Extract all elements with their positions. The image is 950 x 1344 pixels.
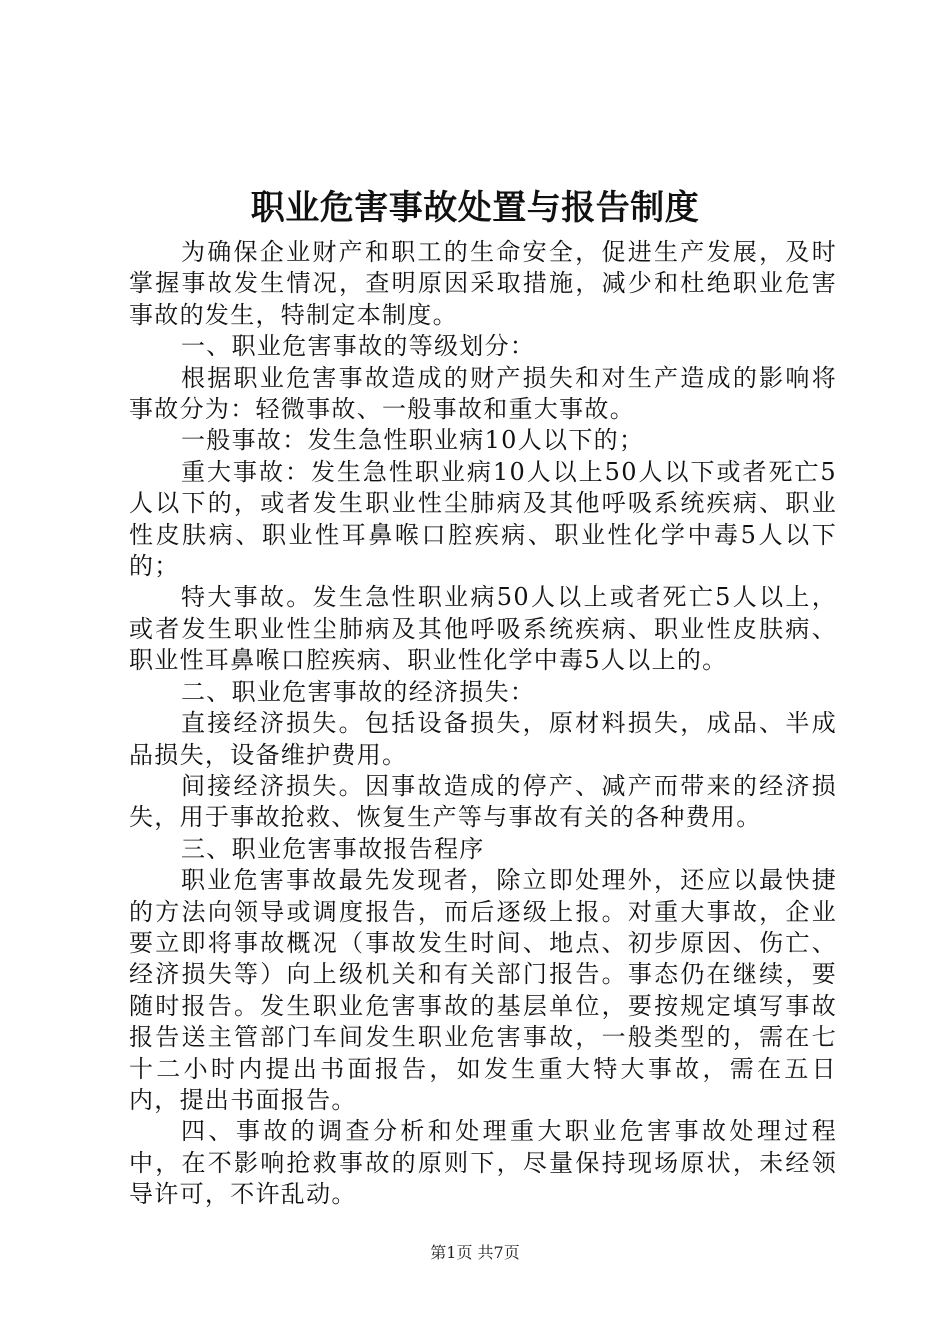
page-number-footer: 第1页 共7页 (430, 1243, 520, 1262)
paragraph: 一般事故：发生急性职业病10人以下的； (181, 426, 645, 455)
paragraph: 特大事故。发生急性职业病50人以上或者死亡5人以上，或者发生职业性尘肺病及其他呼吸系统疾病、职业性皮肤病、职业性耳鼻喉口腔疾病、职业性化学中毒5人以上的。 (129, 583, 837, 675)
paragraph-intro: 为确保企业财产和职工的生命安全，促进生产发展，及时掌握事故发生情况，查明原因采取措施，减少和杜绝职业危害事故的发生，特制定本制度。 (129, 238, 837, 329)
document-title: 职业危害事故处置与报告制度 (250, 188, 700, 228)
paragraph: 间接经济损失。因事故造成的停产、减产而带来的经济损失，用于事故抢救、恢复生产等与事故有关的各种费用。 (129, 771, 837, 832)
section-heading-3: 三、职业危害事故报告程序 (181, 834, 485, 863)
paragraph: 直接经济损失。包括设备损失，原材料损失，成品、半成品损失，设备维护费用。 (129, 709, 837, 769)
section-heading-4: 四、事故的调查分析和处理重大职业危害事故处理过程中，在不影响抢救事故的原则下，尽量保持现场原状，未经领导许可，不许乱动。 (129, 1117, 837, 1209)
paragraph: 职业危害事故最先发现者，除立即处理外，还应以最快捷的方法向领导或调度报告，而后逐级上报。对重大事故，企业要立即将事故概况（事故发生时间、地点、初步原因、伤亡、经济损失等）向上级机关和有关部门报告。事态仍在继续，要随时报告。发生职业危害事故的基层单位，要按规定填写事故报告送主管部门车间发生职业危害事故，一般类型的，需在七十二小时内提出书面报告，如发生重大特大事故，需在五日内，提出书面报告。 (129, 866, 837, 1114)
section-heading-1: 一、职业危害事故的等级划分： (181, 332, 536, 361)
paragraph: 重大事故：发生急性职业病10人以上50人以下或者死亡5人以下的，或者发生职业性尘肺病及其他呼吸系统疾病、职业性皮肤病、职业性耳鼻喉口腔疾病、职业性化学中毒5人以下的； (129, 457, 837, 581)
section-heading-2: 二、职业危害事故的经济损失： (181, 677, 536, 706)
paragraph: 根据职业危害事故造成的财产损失和对生产造成的影响将事故分为：轻微事故、一般事故和重大事故。 (129, 363, 837, 424)
document-body (129, 237, 837, 1211)
